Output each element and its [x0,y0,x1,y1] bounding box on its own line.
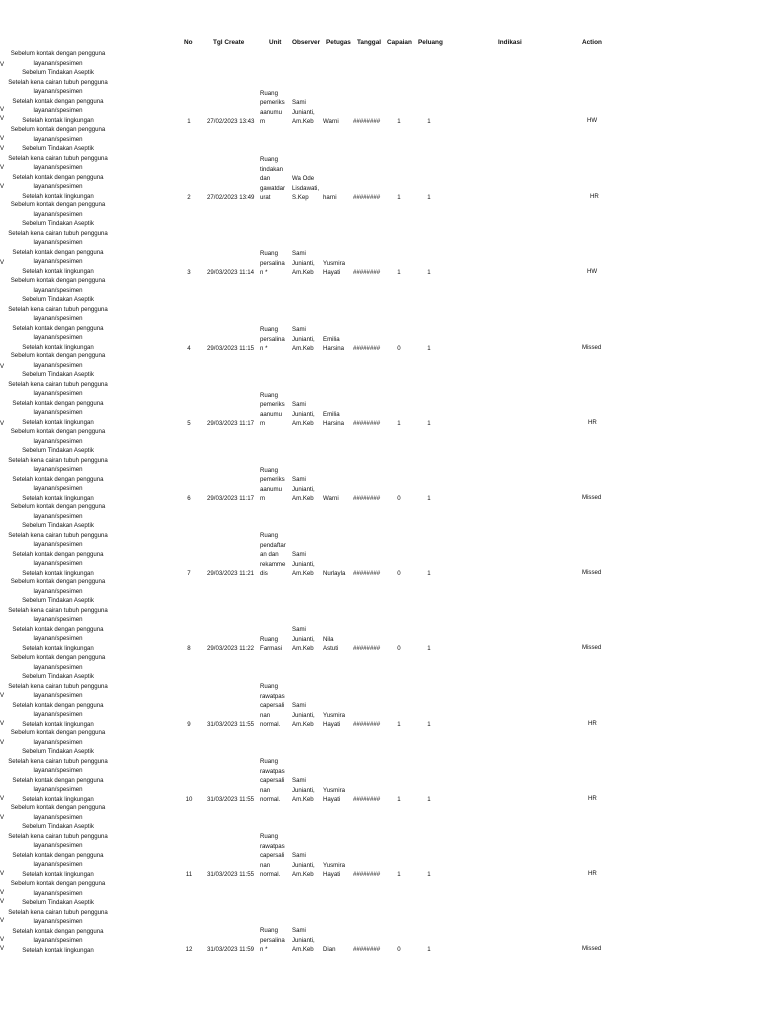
indikasi-line: Setelah kontak lingkungan [22,870,94,878]
indikasi-line: layanan/spesimen [33,767,83,774]
row-action: HR [588,419,597,426]
header-peluang: Peluang [418,39,443,46]
indikasi-line: Setelah kontak dengan pengguna [12,776,104,784]
row-unit: Ruang Farmasi [260,635,283,652]
header-capaian: Capaian [387,39,412,46]
indikasi-line: layanan/spesimen [33,587,83,595]
header-tanggal: Tanggal [357,39,382,46]
indikasi-line: Setelah kena cairan tubuh pengguna [8,757,108,765]
row-peluang: 1 [427,871,431,878]
row-tanggal: ######## [353,495,381,502]
indikasi-line: Sebelum Tindakan Aseptik [22,899,94,906]
indikasi-line: Sebelum Tindakan Aseptik [22,145,94,152]
row-no: 9 [187,721,191,728]
row-peluang: 1 [427,645,431,652]
indikasi-line: Sebelum Tindakan Aseptik [22,823,94,830]
header-petugas: Petugas [326,39,351,46]
indikasi-line: Setelah kontak dengan pengguna [12,701,104,709]
indikasi-line: Sebelum Tindakan Aseptik [22,522,94,529]
row-observer: Wa Ode Lisdawati, S.Kep [292,175,320,201]
row-action: HR [588,720,597,727]
indikasi-line: Sebelum kontak dengan pengguna [10,126,106,133]
row-observer: Sami Junianti, Am.Keb [292,250,315,276]
indikasi-line: Setelah kontak dengan pengguna [12,97,104,105]
indikasi-line: layanan/spesimen [33,164,83,171]
indikasi-line: Setelah kena cairan tubuh pengguna [8,154,108,162]
indikasi-line: layanan/spesimen [33,560,83,567]
row-capaian: 0 [397,345,401,352]
indikasi-line: layanan/spesimen [33,210,83,218]
indikasi-line: Setelah kena cairan tubuh pengguna [8,380,108,388]
indikasi-line: layanan/spesimen [33,918,83,925]
indikasi-line: Setelah kontak lingkungan [22,494,94,502]
indikasi-line: layanan/spesimen [33,390,83,397]
row-action: HR [590,193,599,200]
indikasi-line: Setelah kontak lingkungan [22,418,94,426]
row-peluang: 1 [427,946,431,953]
row-petugas: Nila Astuti [323,635,339,652]
row-unit: Ruang persalina n * [260,250,285,276]
row-unit: Ruang rawatpas capersali nan normal. [260,758,285,803]
row-observer: Sami Junianti, Am.Keb [292,401,315,427]
indikasi-line: layanan/spesimen [33,711,83,718]
row-no: 10 [185,796,193,803]
row-tanggal: ######## [353,118,381,125]
header-indikasi: Indikasi [498,39,522,46]
indikasi-line: Sebelum kontak dengan pengguna [10,729,106,736]
indikasi-line: Sebelum kontak dengan pengguna [10,578,106,585]
row-capaian: 1 [397,194,401,201]
v-mark: V [0,145,5,152]
indikasi-line: layanan/spesimen [33,663,83,671]
row-peluang: 1 [427,420,431,427]
row-unit: Ruang rawatpas capersali nan normal. [260,833,285,878]
row-unit: Ruang pemeriks aanumu m [260,391,285,427]
v-mark: V [0,898,5,905]
v-mark: V [0,945,5,952]
row-petugas: Yusmira Hayati [323,259,346,276]
row-capaian: 0 [397,570,401,577]
indikasi-line: Setelah kena cairan tubuh pengguna [8,229,108,237]
indikasi-line: Setelah kontak lingkungan [22,343,94,351]
row-capaian: 0 [397,946,401,953]
row-action: Missed [582,344,602,351]
row-action: HR [588,870,597,877]
row-no: 12 [185,946,193,953]
row-observer: Sami Junianti, Am.Keb [292,626,315,652]
row-observer: Sami Junianti, Am.Keb [292,326,315,352]
v-mark: V [0,164,5,171]
indikasi-line: Sebelum Tindakan Aseptik [22,69,94,76]
row-petugas: Dian [323,946,336,953]
row-capaian: 1 [397,796,401,803]
indikasi-line: Sebelum kontak dengan pengguna [10,50,106,57]
row-action: Missed [582,569,602,576]
indikasi-line: Setelah kontak dengan pengguna [12,173,104,181]
indikasi-line: Setelah kontak lingkungan [22,644,94,652]
indikasi-line: Setelah kontak lingkungan [22,946,94,954]
indikasi-line: Setelah kontak dengan pengguna [12,550,104,558]
v-mark: V [0,936,5,943]
row-peluang: 1 [427,796,431,803]
indikasi-line: layanan/spesimen [33,813,83,821]
indikasi-line: Sebelum kontak dengan pengguna [10,277,106,284]
row-tanggal: ######## [353,420,381,427]
row-tanggal: ######## [353,269,381,276]
v-mark: V [0,814,5,821]
v-mark: V [0,795,5,802]
row-tanggal: ######## [353,345,381,352]
v-mark: V [0,720,5,727]
row-petugas: Yusmira Hayati [323,711,346,728]
row-tgl-create: 29/03/2023 11:22 [207,645,254,652]
indikasi-line: layanan/spesimen [33,59,83,67]
indikasi-line: layanan/spesimen [33,107,83,114]
indikasi-line: Setelah kontak lingkungan [22,795,94,803]
indikasi-line: Setelah kontak lingkungan [22,720,94,728]
row-no: 6 [187,495,191,502]
header-unit: Unit [269,39,282,46]
row-action: HW [587,117,598,124]
indikasi-line: Sebelum Tindakan Aseptik [22,447,94,454]
indikasi-line: Setelah kena cairan tubuh pengguna [8,531,108,539]
indikasi-line: Sebelum Tindakan Aseptik [22,220,94,227]
row-tgl-create: 31/03/2023 11:55 [207,871,254,878]
row-petugas: Emilia Harsina [323,335,344,352]
indikasi-line: layanan/spesimen [33,861,83,868]
row-peluang: 1 [427,495,431,502]
indikasi-line: layanan/spesimen [33,361,83,369]
v-mark: V [0,259,5,266]
indikasi-line: Sebelum kontak dengan pengguna [10,201,106,208]
indikasi-line: layanan/spesimen [33,842,83,849]
header-tgl-create: Tgl Create [213,39,245,46]
indikasi-line: Sebelum Tindakan Aseptik [22,673,94,680]
v-mark: V [0,115,5,122]
indikasi-line: Setelah kontak dengan pengguna [12,324,104,332]
indikasi-line: Setelah kena cairan tubuh pengguna [8,78,108,86]
v-mark: V [0,106,5,113]
row-petugas: Emilia Harsina [323,410,344,427]
row-capaian: 1 [397,721,401,728]
v-mark: V [0,135,5,142]
row-petugas: Warni [323,118,339,125]
row-tgl-create: 29/03/2023 11:17 [207,495,254,502]
indikasi-line: layanan/spesimen [33,286,83,294]
v-mark: V [0,183,5,190]
row-capaian: 0 [397,495,401,502]
indikasi-line: Sebelum Tindakan Aseptik [22,296,94,303]
v-mark: V [0,420,5,427]
row-action: Missed [582,945,602,952]
row-capaian: 1 [397,269,401,276]
row-unit: Ruang persalina n * [260,326,285,352]
indikasi-line: layanan/spesimen [33,258,83,265]
indikasi-line: layanan/spesimen [33,512,83,520]
indikasi-line: Setelah kontak lingkungan [22,116,94,124]
row-no: 5 [187,420,191,427]
indikasi-line: Setelah kontak dengan pengguna [12,475,104,483]
row-tanggal: ######## [353,946,381,953]
row-action: HR [588,795,597,802]
indikasi-line: Setelah kontak dengan pengguna [12,625,104,633]
indikasi-line: Sebelum Tindakan Aseptik [22,371,94,378]
row-peluang: 1 [427,194,431,201]
indikasi-line: layanan/spesimen [33,239,83,246]
v-mark: V [0,692,5,699]
row-observer: Sami Junianti, Am.Keb [292,777,315,803]
row-tgl-create: 29/03/2023 11:15 [207,345,254,352]
indikasi-line: layanan/spesimen [33,183,83,190]
row-tgl-create: 31/03/2023 11:59 [207,946,254,953]
row-tgl-create: 27/02/2023 13:43 [207,118,255,125]
row-no: 3 [187,269,191,276]
indikasi-line: layanan/spesimen [33,616,83,623]
indikasi-line: layanan/spesimen [33,786,83,793]
indikasi-line: layanan/spesimen [33,466,83,473]
row-tanggal: ######## [353,645,381,652]
indikasi-line: Setelah kontak lingkungan [22,569,94,577]
row-observer: Sami Junianti, Am.Keb [292,702,315,728]
header-no: No [184,39,193,46]
row-tgl-create: 29/03/2023 11:14 [207,269,254,276]
row-action: HW [587,268,598,275]
v-mark: V [0,889,5,896]
indikasi-line: Sebelum kontak dengan pengguna [10,503,106,510]
row-observer: Sami Junianti, Am.Keb [292,927,315,953]
indikasi-line: layanan/spesimen [33,334,83,341]
indikasi-line: Setelah kontak dengan pengguna [12,399,104,407]
row-unit: Ruang pemeriks aanumu m [260,466,285,502]
indikasi-line: Setelah kena cairan tubuh pengguna [8,456,108,464]
row-action: Missed [582,494,602,501]
indikasi-line: Sebelum kontak dengan pengguna [10,352,106,359]
row-peluang: 1 [427,345,431,352]
row-unit: Ruang pemeriks aanumu m [260,89,285,125]
row-capaian: 1 [397,118,401,125]
indikasi-line: layanan/spesimen [33,635,83,642]
indikasi-line: Setelah kontak lingkungan [22,267,94,275]
row-tanggal: ######## [353,570,381,577]
row-no: 4 [187,345,191,352]
row-tanggal: ######## [353,194,381,201]
indikasi-line: Setelah kontak lingkungan [22,192,94,200]
v-mark: V [0,917,5,924]
v-mark: V [0,739,5,746]
indikasi-line: Sebelum Tindakan Aseptik [22,748,94,755]
row-capaian: 1 [397,420,401,427]
row-peluang: 1 [427,269,431,276]
indikasi-line: layanan/spesimen [33,315,83,322]
indikasi-line: Sebelum kontak dengan pengguna [10,804,106,811]
row-observer: Sami Junianti, Am.Keb [292,99,315,125]
row-petugas: Yusmira Hayati [323,861,346,878]
indikasi-line: Setelah kontak dengan pengguna [12,851,104,859]
indikasi-line: layanan/spesimen [33,88,83,95]
row-tgl-create: 31/03/2023 11:55 [207,721,254,728]
row-observer: Sami Junianti, Am.Keb [292,476,315,502]
v-mark: V [0,870,5,877]
indikasi-line: layanan/spesimen [33,738,83,746]
row-observer: Sami Junianti, Am.Keb [292,852,315,878]
header-observer: Observer [292,39,321,46]
row-peluang: 1 [427,721,431,728]
row-capaian: 0 [397,645,401,652]
indikasi-line: layanan/spesimen [33,485,83,492]
indikasi-line: Sebelum Tindakan Aseptik [22,597,94,604]
row-peluang: 1 [427,118,431,125]
row-tanggal: ######## [353,871,381,878]
row-unit: Ruang persalina n * [260,927,285,953]
indikasi-line: layanan/spesimen [33,437,83,445]
row-petugas: Warni [323,495,339,502]
indikasi-line: Setelah kontak dengan pengguna [12,248,104,256]
row-observer: Sami Junianti, Am.Keb [292,551,315,577]
row-tgl-create: 31/03/2023 11:55 [207,796,254,803]
row-unit: Ruang tindakan dan gawatdar urat [260,156,286,201]
row-capaian: 1 [397,871,401,878]
row-no: 11 [185,871,193,878]
v-mark: V [0,363,5,370]
row-tgl-create: 29/03/2023 11:21 [207,570,254,577]
row-no: 7 [187,570,191,577]
indikasi-line: Sebelum kontak dengan pengguna [10,880,106,887]
indikasi-line: Setelah kena cairan tubuh pengguna [8,305,108,313]
row-unit: Ruang rawatpas capersali nan normal. [260,683,285,728]
indikasi-line: layanan/spesimen [33,135,83,143]
indikasi-line: layanan/spesimen [33,692,83,699]
indikasi-line: Setelah kontak dengan pengguna [12,927,104,935]
row-no: 1 [187,118,191,125]
row-petugas: Yusmira Hayati [323,786,346,803]
indikasi-line: Setelah kena cairan tubuh pengguna [8,682,108,690]
header-action: Action [582,39,602,46]
indikasi-line: Setelah kena cairan tubuh pengguna [8,908,108,916]
indikasi-line: Setelah kena cairan tubuh pengguna [8,606,108,614]
row-petugas: harni [323,194,337,201]
row-no: 8 [187,645,191,652]
indikasi-line: Sebelum kontak dengan pengguna [10,428,106,435]
indikasi-line: layanan/spesimen [33,889,83,897]
row-action: Missed [582,644,602,651]
row-tanggal: ######## [353,796,381,803]
indikasi-line: Setelah kena cairan tubuh pengguna [8,832,108,840]
row-petugas: Nurlayla [323,570,346,577]
indikasi-line: layanan/spesimen [33,541,83,548]
row-peluang: 1 [427,570,431,577]
row-tgl-create: 29/03/2023 11:17 [207,420,254,427]
indikasi-line: Sebelum kontak dengan pengguna [10,654,106,661]
row-unit: Ruang pendaftar an dan rekamme dis [260,532,286,577]
row-tgl-create: 27/02/2023 13:49 [207,194,255,201]
indikasi-line: layanan/spesimen [33,937,83,944]
indikasi-line: layanan/spesimen [33,409,83,416]
v-mark: V [0,61,5,68]
row-no: 2 [187,194,191,201]
row-tanggal: ######## [353,721,381,728]
